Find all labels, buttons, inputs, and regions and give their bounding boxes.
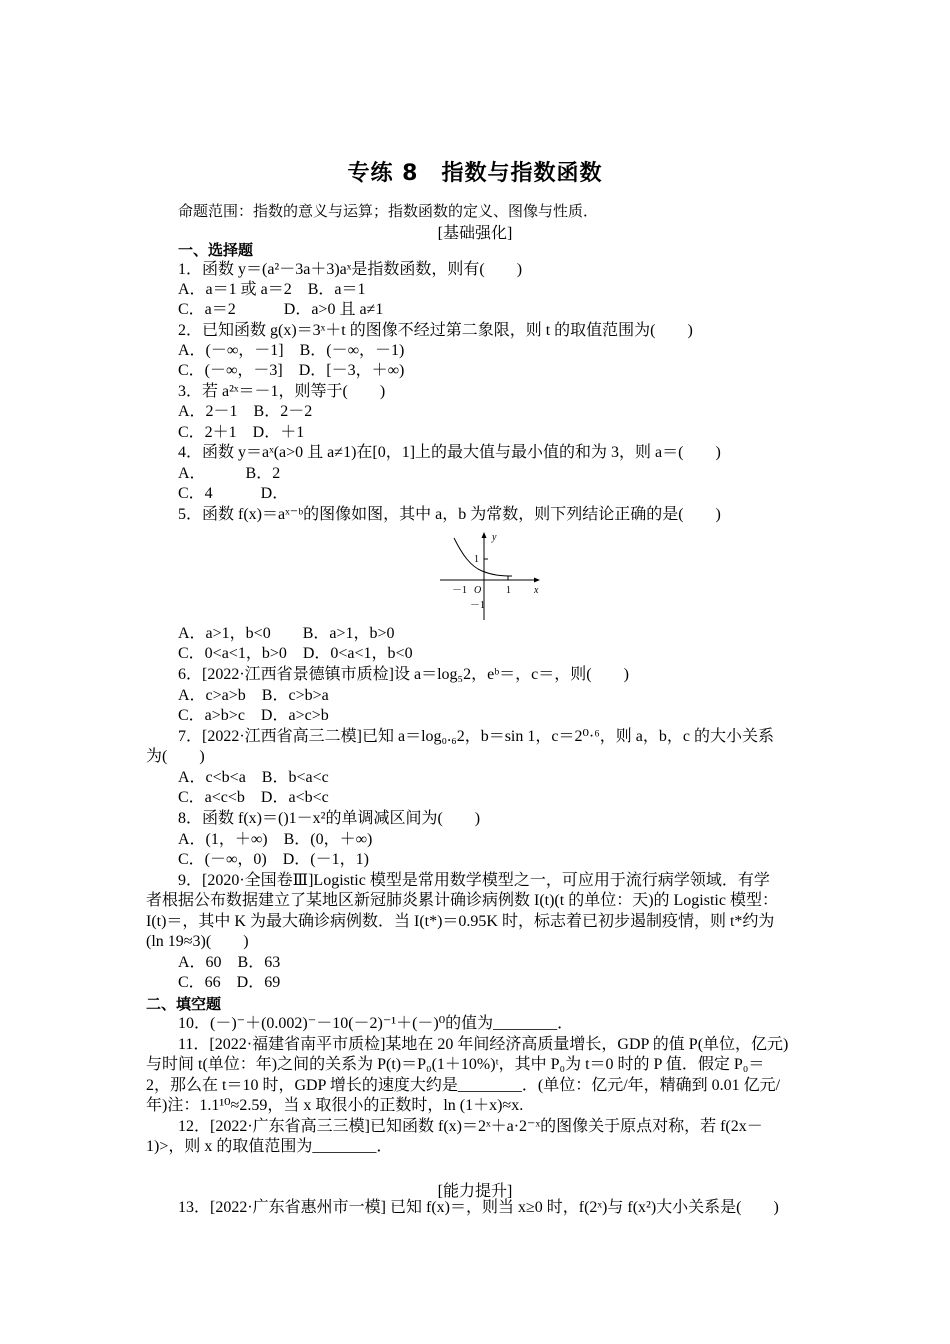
q7-options-cd: C．a<c<b D．a<b<c xyxy=(178,789,329,806)
q9-line-4: (ln 19≈3)( ) xyxy=(146,933,249,950)
q1-options-cd: C．a＝2 D．a>0 且 a≠1 xyxy=(178,301,384,318)
q5-stem: 5．函数 f(x)＝aˣ⁻ᵇ的图像如图，其中 a，b 为常数，则下列结论正确的是( ) xyxy=(178,506,721,523)
section-choice: 一、选择题 xyxy=(178,241,254,259)
q11-line-2: 与时间 t(单位：年)之间的关系为 P(t)＝P₀(1＋10%)ᵗ，其中 P₀为 t＝0 时的 P 值．假定 P₀＝ xyxy=(146,1056,765,1073)
q7-options-ab: A．c<b<a B．b<a<c xyxy=(178,769,329,786)
q3-stem: 3．若 a²ˣ＝－1，则等于( ) xyxy=(178,383,386,400)
scope-text: 命题范围：指数的意义与运算；指数函数的定义、图像与性质． xyxy=(178,202,599,220)
basic-tag: [基础强化] xyxy=(437,225,513,242)
q9-line-3: I(t)＝，其中 K 为最大确诊病例数．当 I(t*)＝0.95K 时，标志着已初步遏制疫情，则 t*约为 xyxy=(146,913,775,930)
q11-line-3: 2，那么在 t＝10 时，GDP 增长的速度大约是________．(单位：亿元/年，精确到 0.01 亿元/ xyxy=(146,1077,781,1094)
ability-tag: [能力提升] xyxy=(437,1183,513,1200)
q4-stem: 4．函数 y＝aˣ(a>0 且 a≠1)在[0，1]上的最大值与最小值的和为 3，则 a＝( ) xyxy=(178,444,721,461)
q8-options-ab: A．(1，＋∞) B．(0，＋∞) xyxy=(178,831,373,848)
q13-stem: 13．[2022·广东省惠州市一模] 已知 f(x)＝，则当 x≥0 时，f(2ˣ)与 f(x²)大小关系是( ) xyxy=(178,1199,779,1216)
q5-options-cd: C．0<a<1，b>0 D．0<a<1，b<0 xyxy=(178,645,413,662)
q1-options-ab: A．a＝1 或 a＝2 B．a＝1 xyxy=(178,281,366,298)
q4-options-ab: A． B．2 xyxy=(178,465,281,482)
q6-options-ab: A．c>a>b B．c>b>a xyxy=(178,687,329,704)
q6-stem: 6．[2022·江西省景德镇市质检]设 a＝log₅2，eᵇ＝，c＝，则( ) xyxy=(178,666,629,683)
q5-graph xyxy=(436,526,546,622)
x-axis-arrow xyxy=(534,578,540,583)
y-axis-arrow xyxy=(482,532,487,538)
q1-stem: 1．函数 y＝(a²－3a＋3)aˣ是指数函数，则有( ) xyxy=(178,261,523,278)
section-fill: 二、填空题 xyxy=(146,995,222,1013)
q5-options-ab: A．a>1，b<0 B．a>1，b>0 xyxy=(178,625,395,642)
q3-options-ab: A．2－1 B．2－2 xyxy=(178,403,313,420)
q9-line-2: 者根据公布数据建立了某地区新冠肺炎累计确诊病例数 I(t)(t 的单位：天)的 Logistic 模型： xyxy=(146,892,778,909)
q7-stem: 7．[2022·江西省高三二模]已知 a＝log₀.₆2，b＝sin 1，c＝2⁰·⁶，则 a，b，c 的大小关系 xyxy=(178,728,774,745)
q9-line-1: 9．[2020·全国卷Ⅲ]Logistic 模型是常用数学模型之一，可应用于流行病学领域．有学 xyxy=(178,872,770,889)
origin-label: O xyxy=(474,585,482,596)
q4-options-cd: C．4 D． xyxy=(178,485,289,502)
page-title: 专练 8 指数与指数函数 xyxy=(347,161,603,186)
y-axis-label: y xyxy=(492,532,497,543)
exponential-curve xyxy=(454,538,512,576)
q2-stem: 2．已知函数 g(x)＝3ˣ＋t 的图像不经过第二象限，则 t 的取值范围为( ) xyxy=(178,322,693,339)
q6-options-cd: C．a>b>c D．a>c>b xyxy=(178,707,329,724)
q7-stem-cont: 为( ) xyxy=(146,748,205,765)
q2-options-cd: C．(－∞，－3] D．[－3，＋∞) xyxy=(178,362,405,379)
q2-options-ab: A．(－∞，－1] B．(－∞，－1) xyxy=(178,342,405,359)
q3-options-cd: C．2＋1 D．＋1 xyxy=(178,424,305,441)
y-tick-1-label: 1 xyxy=(474,554,479,565)
x-tick-1-label: 1 xyxy=(506,585,511,596)
q12-line-2: 1)>，则 x 的取值范围为________． xyxy=(146,1138,393,1155)
q9-options-cd: C．66 D．69 xyxy=(178,974,281,991)
q8-stem: 8．函数 f(x)＝()1－x²的单调减区间为( ) xyxy=(178,810,481,827)
q8-options-cd: C．(－∞，0) D．(－1，1) xyxy=(178,851,369,868)
x-axis-label: x xyxy=(534,585,539,596)
q11-line-4: 年)注：1.1¹⁰≈2.59，当 x 取很小的正数时，ln (1＋x)≈x. xyxy=(146,1097,524,1114)
q9-options-ab: A．60 B．63 xyxy=(178,954,281,971)
q12-line-1: 12．[2022·广东省高三三模]已知函数 f(x)＝2ˣ＋a·2⁻ˣ的图像关于原点对称，若 f(2x－ xyxy=(178,1118,763,1135)
y-tick-neg1-label: －1 xyxy=(470,600,485,611)
x-tick-neg1-label: －1 xyxy=(452,585,467,596)
q10-stem: 10．(－)⁻＋(0.002)⁻－10(－2)⁻¹＋(－)⁰的值为________． xyxy=(178,1015,574,1032)
q11-line-1: 11．[2022·福建省南平市质检]某地在 20 年间经济高质量增长，GDP 的值 P(单位，亿元) xyxy=(178,1036,789,1053)
